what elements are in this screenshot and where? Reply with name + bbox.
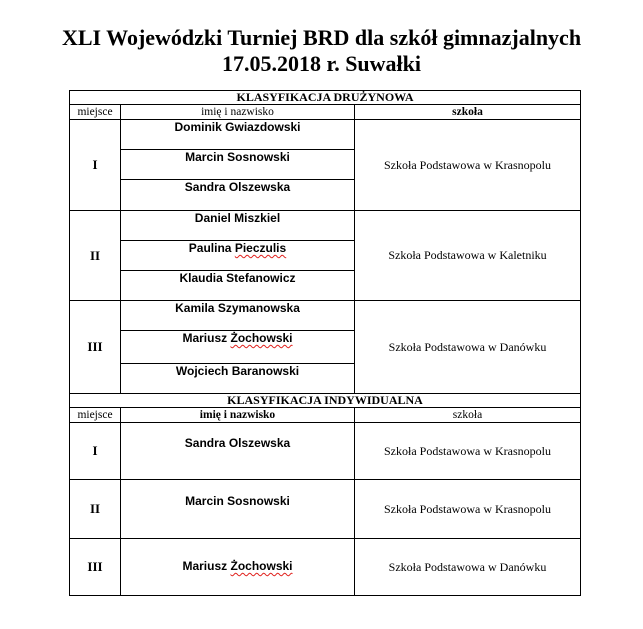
individual-col-name: imię i nazwisko bbox=[121, 408, 355, 423]
team-row bbox=[70, 301, 581, 331]
individual-school: Szkoła Podstawowa w Krasnopolu bbox=[355, 423, 581, 480]
individual-name: Marcin Sosnowski bbox=[121, 480, 355, 539]
individual-col-place: miejsce bbox=[70, 408, 121, 423]
team-col-place: miejsce bbox=[70, 105, 121, 120]
team-section-heading: KLASYFIKACJA DRUŻYNOWA bbox=[70, 91, 581, 105]
individual-school: Szkoła Podstawowa w Krasnopolu bbox=[355, 480, 581, 539]
results-table bbox=[69, 90, 581, 596]
team-place: I bbox=[70, 120, 121, 211]
document-title: XLI Wojewódzki Turniej BRD dla szkół gimnazjalnych bbox=[61, 25, 582, 50]
team-row bbox=[70, 120, 581, 150]
individual-row bbox=[70, 539, 581, 596]
spellcheck-underline: Żochowski bbox=[230, 331, 293, 345]
team-section-heading-row bbox=[70, 91, 581, 105]
team-col-school: szkoła bbox=[355, 105, 581, 120]
individual-place: II bbox=[70, 480, 121, 539]
team-member-name: Kamila Szymanowska bbox=[121, 301, 355, 331]
individual-place: III bbox=[70, 539, 121, 596]
team-place: II bbox=[70, 211, 121, 301]
team-member-name: Daniel Miszkiel bbox=[121, 211, 355, 241]
individual-column-header-row bbox=[70, 408, 581, 423]
individual-section-heading: KLASYFIKACJA INDYWIDUALNA bbox=[70, 394, 581, 408]
individual-row bbox=[70, 480, 581, 539]
team-row bbox=[70, 211, 581, 241]
team-member-name: Klaudia Stefanowicz bbox=[121, 271, 355, 301]
individual-name: Mariusz Żochowski bbox=[121, 539, 355, 596]
team-school: Szkoła Podstawowa w Kaletniku bbox=[355, 211, 581, 301]
team-school: Szkoła Podstawowa w Danówku bbox=[355, 301, 581, 394]
team-member-name: Dominik Gwiazdowski bbox=[121, 120, 355, 150]
team-column-header-row bbox=[70, 105, 581, 120]
spellcheck-underline: Pieczulis bbox=[234, 241, 287, 255]
individual-row bbox=[70, 423, 581, 480]
team-school: Szkoła Podstawowa w Krasnopolu bbox=[355, 120, 581, 211]
document-subtitle: 17.05.2018 r. Suwałki bbox=[221, 51, 422, 76]
team-member-name: Sandra Olszewska bbox=[121, 180, 355, 211]
individual-section-heading-row bbox=[70, 394, 581, 408]
team-member-name: Mariusz Żochowski bbox=[121, 331, 355, 364]
team-place: III bbox=[70, 301, 121, 394]
team-member-name: Marcin Sosnowski bbox=[121, 150, 355, 180]
individual-school: Szkoła Podstawowa w Danówku bbox=[355, 539, 581, 596]
individual-name: Sandra Olszewska bbox=[121, 423, 355, 480]
individual-place: I bbox=[70, 423, 121, 480]
team-col-name: imię i nazwisko bbox=[121, 105, 355, 120]
team-member-name: Paulina Pieczulis bbox=[121, 241, 355, 271]
team-member-name: Wojciech Baranowski bbox=[121, 364, 355, 394]
individual-col-school: szkoła bbox=[355, 408, 581, 423]
spellcheck-underline: Żochowski bbox=[230, 559, 293, 573]
